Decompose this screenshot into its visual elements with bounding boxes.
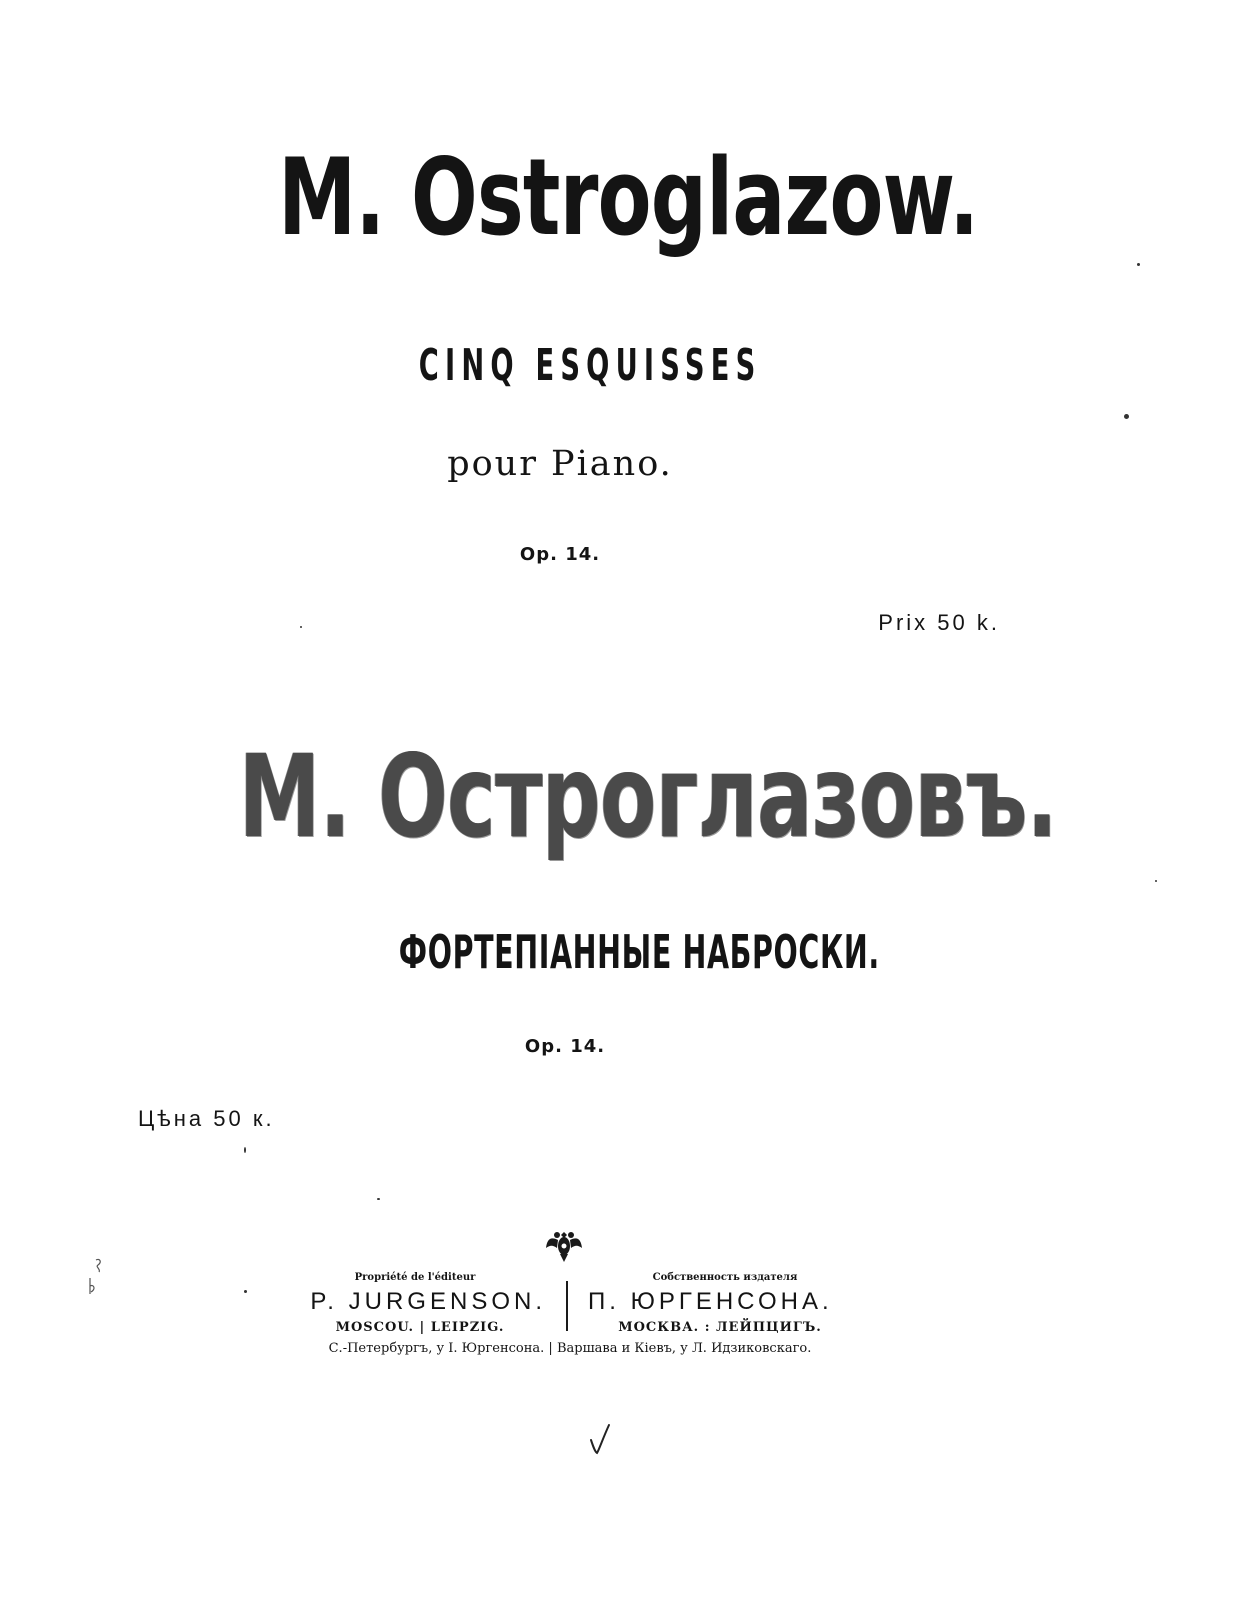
paper-speck bbox=[300, 626, 302, 628]
publisher-branches: С.-Петербургъ, у I. Юргенсона. | Варшава и Кіевъ, у Л. Идзиковскаго. bbox=[328, 1341, 812, 1356]
work-title-french: CINQ ESQUISSES bbox=[418, 340, 762, 391]
publisher-name-latin: P. JURGENSON. bbox=[310, 1288, 546, 1315]
paper-speck bbox=[244, 1147, 246, 1153]
handwritten-check-icon bbox=[588, 1422, 612, 1456]
margin-pencil-mark bbox=[84, 1256, 112, 1296]
composer-name-french: M. Ostroglazow. bbox=[278, 136, 979, 259]
publisher-name-cyrillic: П. ЮРГЕНСОНА. bbox=[588, 1288, 833, 1315]
price-russian: Цѣна 50 к. bbox=[138, 1106, 275, 1131]
publisher-caption-russian: Собственность издателя bbox=[652, 1272, 798, 1283]
opus-number-french: Op. 14. bbox=[519, 544, 601, 565]
paper-speck bbox=[244, 1290, 247, 1293]
double-headed-eagle-icon bbox=[544, 1226, 584, 1266]
opus-number-russian: Op. 14. bbox=[524, 1036, 606, 1057]
paper-speck bbox=[1124, 414, 1129, 419]
composer-name-russian: М. Остроглазовъ. bbox=[238, 730, 1058, 863]
paper-speck bbox=[1137, 263, 1140, 266]
publisher-cities-french: MOSCOU. | LEIPZIG. bbox=[335, 1320, 505, 1335]
paper-speck bbox=[1155, 880, 1157, 882]
publisher-divider bbox=[566, 1281, 568, 1331]
paper-speck bbox=[377, 1198, 380, 1200]
instrument-line: pour Piano. bbox=[447, 444, 673, 484]
publisher-caption-french: Propriété de l'éditeur bbox=[354, 1272, 476, 1283]
price-french: Prix 50 k. bbox=[878, 610, 1000, 635]
work-title-russian: ФОРТЕПIАННЫЕ НАБРОСКИ. bbox=[398, 925, 880, 979]
publisher-cities-russian: МОСКВА. : ЛЕЙПЦИГЪ. bbox=[618, 1320, 822, 1335]
